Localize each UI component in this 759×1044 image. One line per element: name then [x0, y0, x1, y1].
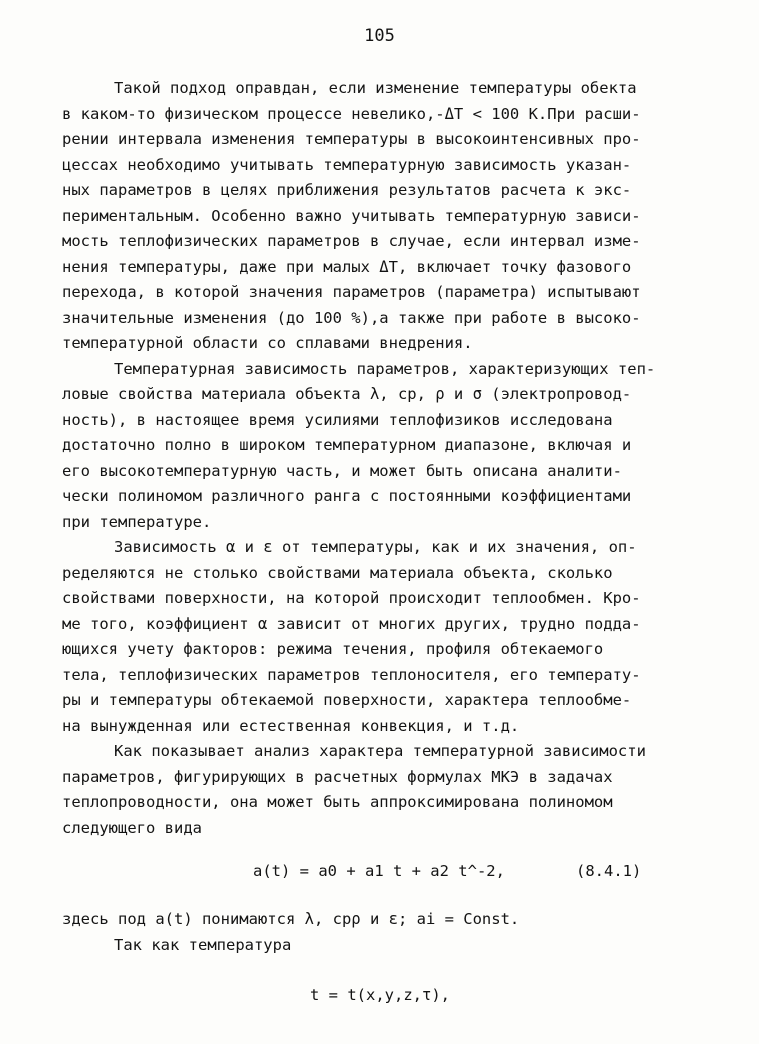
- text-line: чески полиномом различного ранга с постоянными коэффициентами: [62, 487, 632, 505]
- text-line: Температурная зависимость параметров, характеризующих теп-: [114, 359, 656, 378]
- text-line: тела, теплофизических параметров теплоносителя, его температу-: [62, 665, 641, 684]
- text-line: его высокотемпературную часть, и может быть описана аналити-: [62, 461, 622, 480]
- text-line: здесь под a(t) понимаются λ, cpρ и ε; ai = Const.: [62, 910, 520, 928]
- text-line: ме того, коэффициент α зависит от многих других, трудно подда-: [62, 614, 641, 633]
- text-line: Такой подход оправдан, если изменение температуры обекта: [114, 79, 637, 97]
- after-equation-text: [62, 907, 690, 958]
- text-line: цессах необходимо учитывать температурную зависимость указан-: [62, 155, 632, 174]
- equation-8-4-1: a(t) = a0 + a1 t + a2 t^-2,: [253, 862, 505, 880]
- text-line: ловые свойства материала объекта λ, cp, ρ и σ (электропровод-: [62, 385, 632, 403]
- text-line: Как показывает анализ характера температурной зависимости: [114, 742, 646, 760]
- text-line: нения температуры, даже при малых ΔT, включает точку фазового: [62, 257, 632, 276]
- text-line: температурной области со сплавами внедрения.: [62, 334, 473, 352]
- text-line: теплопроводности, она может быть аппроксимирована полиномом: [62, 793, 613, 811]
- page-number: 105: [364, 26, 395, 46]
- text-line: на вынужденная или естественная конвекция, и т.д.: [62, 716, 520, 735]
- equation-number: (8.4.1): [576, 862, 642, 880]
- text-line: периментальным. Особенно важно учитывать температурную зависи-: [62, 206, 641, 225]
- text-line: в каком-то физическом процессе невелико,-ΔT < 100 К.При расши-: [62, 104, 641, 123]
- text-line: ределяются не столько свойствами материала объекта, сколько: [62, 563, 613, 582]
- text-line: рении интервала изменения температуры в высокоинтенсивных про-: [62, 130, 641, 148]
- text-line: ных параметров в целях приближения результатов расчета к экс-: [62, 181, 632, 199]
- text-line: мость теплофизических параметров в случае, если интервал изме-: [62, 232, 641, 250]
- text-line: Так как температура: [114, 935, 292, 954]
- paragraph-2: [62, 357, 690, 536]
- text-line: следующего вида: [62, 818, 202, 837]
- text-line: значительные изменения (до 100 %),а также при работе в высоко-: [62, 308, 641, 327]
- paragraph-3: [62, 535, 690, 739]
- text-line: параметров, фигурирующих в расчетных формулах МКЭ в задачах: [62, 767, 613, 786]
- text-line: ющихся учету факторов: режима течения, профиля обтекаемого: [62, 640, 604, 658]
- text-line: ность), в настоящее время усилиями теплофизиков исследована: [62, 410, 613, 429]
- paragraph-1: [62, 76, 690, 357]
- text-line: при температуре.: [62, 512, 212, 531]
- body-text: [62, 76, 690, 841]
- equation-temperature: t = t(x,y,z,τ),: [310, 986, 450, 1004]
- paragraph-4: [62, 739, 690, 841]
- text-line: свойствами поверхности, на которой происходит теплообмен. Кро-: [62, 589, 641, 607]
- text-line: достаточно полно в широком температурном диапазоне, включая и: [62, 436, 632, 454]
- text-line: Зависимость α и ε от температуры, как и их значения, оп-: [114, 538, 637, 556]
- text-line: ры и температуры обтекаемой поверхности, характера теплообме-: [62, 691, 632, 709]
- text-line: перехода, в которой значения параметров (параметра) испытывают: [62, 283, 641, 301]
